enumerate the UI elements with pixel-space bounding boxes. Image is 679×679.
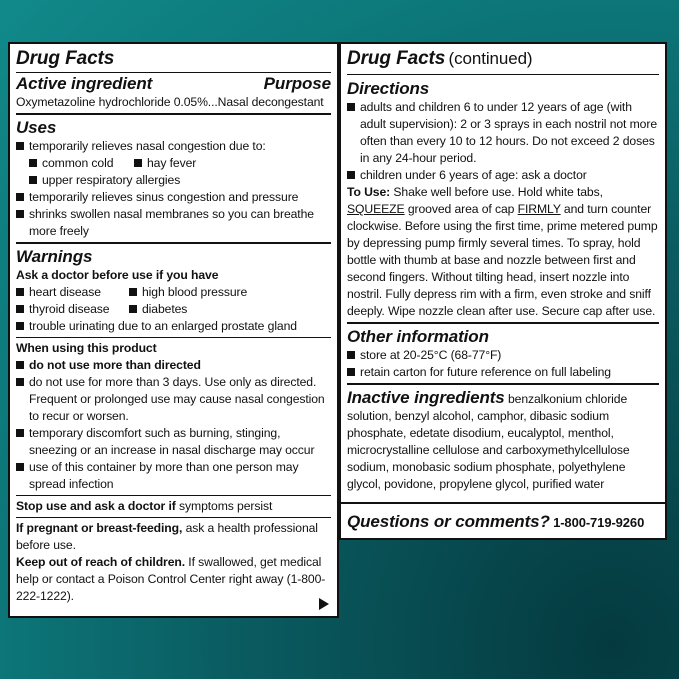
keep-out-text: Keep out of reach of children. If swallowed, get medical help or contact a Poison Control Center right away (1-800-222-1222). [16,555,326,603]
uses-section [16,115,331,244]
other-info-title: Other information [347,327,489,346]
inactive-ingredients-text: benzalkonium chloride solution, benzyl alcohol, camphor, dibasic sodium phosphate, edetate disodium, eucalyptol, menthol, microcrystalline cellulose and carboxymethylcellulose sodium, monobasic sodium phosphate, polyethylene glycol, povidone, propylene glycol, purified water [347,392,630,491]
when-using-item: do not use for more than 3 days. Use only as directed. Frequent or prolonged use may cause nasal congestion to recur or worsen. [16,374,331,425]
pregnancy-text: If pregnant or breast-feeding, ask a health professional before use. [16,521,318,552]
uses-subitems: common cold hay fever [16,155,331,172]
conditions-row: heart disease high blood pressure [16,284,331,301]
drug-facts-panel-left [8,42,339,618]
active-ingredient-line: Oxymetazoline hydrochloride 0.05%...Nasal decongestant [16,95,324,109]
when-using-heading: When using this product [16,341,157,355]
warnings-title: Warnings [16,247,93,266]
inactive-ingredients-section [347,385,659,495]
uses-subitem: upper respiratory allergies [16,172,331,189]
purpose-header: Purpose [263,74,331,93]
continued-header [347,44,659,73]
continue-arrow-icon [319,598,329,610]
uses-item: temporarily relieves nasal congestion due to: [16,138,331,155]
conditions-row: thyroid disease diabetes [16,301,331,318]
uses-item: shrinks swollen nasal membranes so you can breathe more freely [16,206,331,240]
active-ingredient-header: Active ingredient [16,74,153,93]
directions-section [347,76,659,324]
when-using-section [16,338,331,496]
questions-phone: 1-800-719-9260 [553,515,645,530]
directions-item: children under 6 years of age: ask a doctor [347,167,659,184]
uses-title: Uses [16,118,57,137]
drug-facts-title: Drug Facts [16,48,115,69]
when-using-item: temporary discomfort such as burning, stinging, sneezing or an increase in nasal discharge may occur [16,425,331,459]
continued-label: (continued) [448,49,533,68]
other-info-item: retain carton for future reference on full labeling [347,364,659,381]
warnings-section [16,244,331,338]
other-info-item: store at 20-25°C (68-77°F) [347,347,659,364]
to-use-text: To Use: Shake well before use. Hold white tabs, SQUEEZE grooved area of cap FIRMLY and turn counter clockwise. Before using the first time, prime metered pump by depressing pump firmly several times. To spray, hold bottle with thumb at base and nozzle between first and second fingers. Without tilting head, insert nozzle into nostril. Fully depress rim with a firm, even stroke and sniff deeply. Wipe nozzle clean after use. Secure cap after use. [347,185,658,318]
drug-facts-title-continued: Drug Facts [347,48,446,69]
questions-title: Questions or comments? [347,512,550,531]
drug-facts-header [16,44,331,115]
drug-facts-panel-right [339,42,667,540]
stop-use-section: Stop use and ask a doctor if symptoms persist [16,496,331,518]
uses-item: temporarily relieves sinus congestion and pressure [16,189,331,206]
directions-title: Directions [347,79,430,98]
other-info-section [347,324,659,385]
inactive-ingredients-title: Inactive ingredients [347,388,505,407]
conditions-item: trouble urinating due to an enlarged prostate gland [16,318,331,335]
ask-doctor-heading: Ask a doctor before use if you have [16,268,219,282]
pregnancy-section [16,518,331,607]
questions-panel [339,502,667,540]
directions-item: adults and children 6 to under 12 years of age (with adult supervision): 2 or 3 sprays in each nostril not more often than every 10 to 12 hours. Do not exceed 2 doses in any 24-hour period. [347,99,659,167]
when-using-item: use of this container by more than one person may spread infection [16,459,331,493]
when-using-item: do not use more than directed [16,357,331,374]
